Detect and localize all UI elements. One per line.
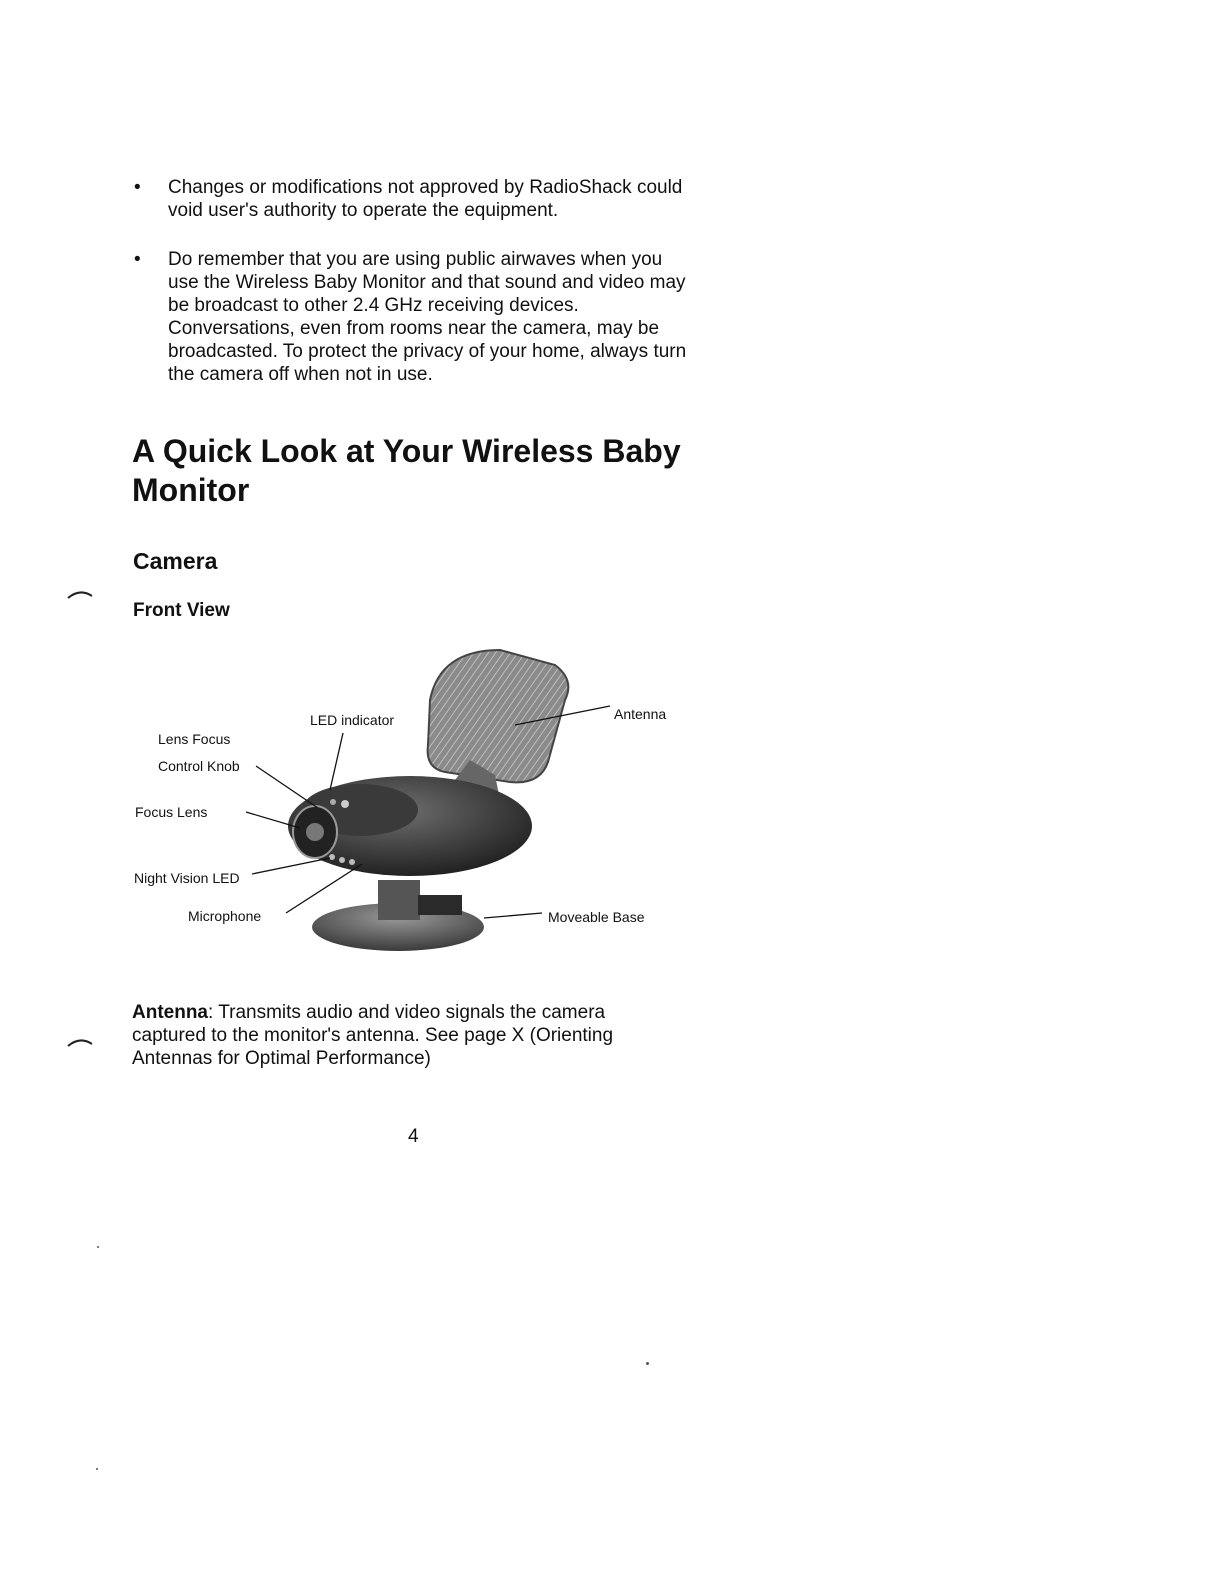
- subsection-heading-front-view: Front View: [133, 600, 230, 621]
- bullet-dot-icon: •: [134, 249, 141, 270]
- label-microphone: Microphone: [188, 908, 262, 924]
- label-lens-focus: Lens Focus: [158, 731, 231, 747]
- label-night-vision-led: Night Vision LED: [134, 870, 240, 886]
- antenna-term: Antenna: [132, 1002, 208, 1023]
- scan-speck: [646, 1362, 649, 1365]
- scan-mark: [68, 592, 92, 598]
- antenna-text: : Transmits audio and video signals the camera captured to the monitor's antenna. See page X (Orienting Antennas for Optimal Performance): [132, 1002, 614, 1069]
- bullet-dot-icon: •: [134, 177, 141, 198]
- scan-speck: [96, 1468, 98, 1470]
- scan-mark: [68, 1040, 92, 1046]
- page-number: 4: [408, 1126, 419, 1147]
- bullet-item: • Do remember that you are using public airwaves when you use the Wireless Baby Monitor and that sound and video may be broadcast to other 2.4 GHz receiving devices. Conversations, even from rooms near the camera, may be broadcasted. To protect the privacy of your home, always turn the camera off when not in use.: [134, 249, 687, 385]
- label-led-indicator: LED indicator: [310, 712, 395, 728]
- page-title: A Quick Look at Your Wireless Baby Monitor: [132, 433, 681, 508]
- label-control-knob: Control Knob: [158, 758, 240, 774]
- label-focus-lens: Focus Lens: [135, 804, 208, 820]
- label-antenna: Antenna: [614, 706, 667, 722]
- scan-speck: [97, 1246, 99, 1248]
- bullet-item: • Changes or modifications not approved by RadioShack could void user's authority to operate the equipment.: [134, 177, 683, 221]
- section-heading-camera: Camera: [133, 548, 218, 574]
- label-moveable-base: Moveable Base: [548, 909, 645, 925]
